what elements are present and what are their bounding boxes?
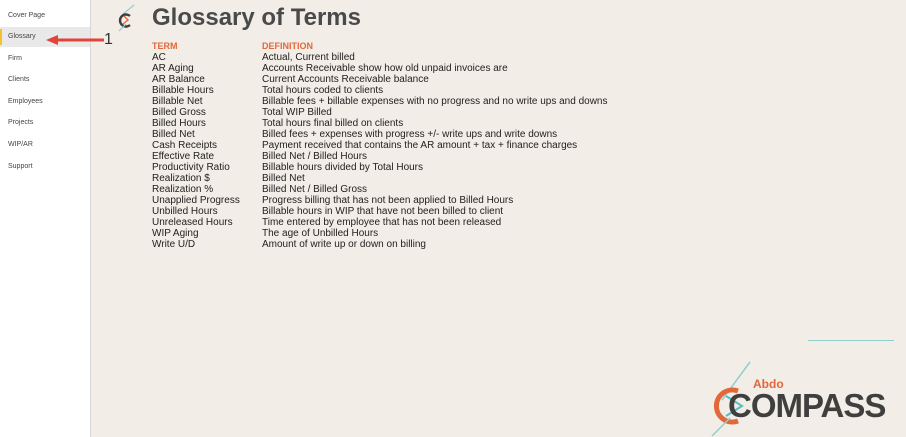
glossary-row bbox=[152, 85, 608, 96]
definition-cell: Current Accounts Receivable balance bbox=[262, 74, 429, 85]
definition-cell: Payment received that contains the AR amount + tax + finance charges bbox=[262, 140, 578, 151]
glossary-row bbox=[152, 195, 608, 206]
sidebar-item-wip-ar[interactable]: WIP/AR bbox=[8, 141, 33, 148]
sidebar-item-clients[interactable]: Clients bbox=[8, 76, 30, 83]
glossary-row bbox=[152, 63, 608, 74]
definition-cell: Billable hours divided by Total Hours bbox=[262, 162, 424, 173]
annotation-number: 1 bbox=[104, 31, 113, 48]
definition-cell: Total hours final billed on clients bbox=[262, 118, 404, 129]
term-cell: Cash Receipts bbox=[152, 140, 218, 151]
glossary-row bbox=[152, 151, 608, 162]
glossary-row bbox=[152, 129, 608, 140]
term-cell: Unreleased Hours bbox=[152, 217, 233, 228]
definition-cell: Billable fees + billable expenses with no progress and no write ups and downs bbox=[262, 96, 608, 107]
brand-small-text: Abdo bbox=[753, 377, 784, 391]
term-cell: Effective Rate bbox=[152, 151, 215, 162]
glossary-row bbox=[152, 140, 608, 151]
sidebar-item-cover-page[interactable]: Cover Page bbox=[8, 12, 45, 19]
sidebar-item-firm[interactable]: Firm bbox=[8, 55, 22, 62]
term-cell: AC bbox=[152, 52, 166, 63]
sidebar-item-employees[interactable]: Employees bbox=[8, 98, 43, 105]
definition-cell: Time entered by employee that has not been released bbox=[262, 217, 502, 228]
term-cell: AR Balance bbox=[152, 74, 205, 85]
definition-cell: Amount of write up or down on billing bbox=[262, 239, 426, 250]
definition-cell: Actual, Current billed bbox=[262, 52, 355, 63]
glossary-row bbox=[152, 239, 608, 250]
glossary-row bbox=[152, 206, 608, 217]
sidebar-item-glossary[interactable]: Glossary bbox=[0, 27, 90, 47]
glossary-row bbox=[152, 96, 608, 107]
brand-logo bbox=[700, 360, 900, 437]
term-cell: WIP Aging bbox=[152, 228, 199, 239]
glossary-row bbox=[152, 162, 608, 173]
glossary-row bbox=[152, 228, 608, 239]
definition-cell: Billed Net / Billed Gross bbox=[262, 184, 368, 195]
glossary-row bbox=[152, 107, 608, 118]
term-cell: Write U/D bbox=[152, 239, 196, 250]
compass-logo-icon bbox=[115, 4, 137, 32]
glossary-row bbox=[152, 217, 608, 228]
definition-cell: Billed Net bbox=[262, 173, 305, 184]
sidebar bbox=[0, 0, 91, 437]
glossary-row bbox=[152, 118, 608, 129]
term-cell: Billed Gross bbox=[152, 107, 206, 118]
page-title: Glossary of Terms bbox=[152, 4, 361, 31]
term-cell: AR Aging bbox=[152, 63, 194, 74]
term-cell: Unbilled Hours bbox=[152, 206, 218, 217]
brand-name: COMPASS bbox=[728, 387, 886, 424]
term-cell: Billed Net bbox=[152, 129, 195, 140]
definition-cell: Total hours coded to clients bbox=[262, 85, 384, 96]
definition-cell: Total WIP Billed bbox=[262, 107, 332, 118]
glossary-row bbox=[152, 184, 608, 195]
annotation-arrow-icon bbox=[46, 35, 106, 45]
term-cell: Realization % bbox=[152, 184, 214, 195]
term-cell: Productivity Ratio bbox=[152, 162, 230, 173]
definition-cell: Progress billing that has not been applied to Billed Hours bbox=[262, 195, 514, 206]
glossary-header-row bbox=[152, 41, 608, 52]
sidebar-item-projects[interactable]: Projects bbox=[8, 119, 34, 126]
glossary-row bbox=[152, 173, 608, 184]
term-column-header: TERM bbox=[152, 41, 178, 51]
definition-cell: The age of Unbilled Hours bbox=[262, 228, 379, 239]
term-cell: Billable Hours bbox=[152, 85, 214, 96]
definition-cell: Billed fees + expenses with progress +/- write ups and write downs bbox=[262, 129, 558, 140]
glossary-row bbox=[152, 52, 608, 63]
decorative-divider bbox=[808, 340, 894, 341]
term-cell: Billed Hours bbox=[152, 118, 206, 129]
glossary-table bbox=[152, 41, 608, 250]
definition-cell: Accounts Receivable show how old unpaid invoices are bbox=[262, 63, 508, 74]
definition-cell: Billable hours in WIP that have not been billed to client bbox=[262, 206, 504, 217]
term-cell: Unapplied Progress bbox=[152, 195, 240, 206]
glossary-row bbox=[152, 74, 608, 85]
definition-column-header: DEFINITION bbox=[262, 41, 313, 51]
sidebar-item-support[interactable]: Support bbox=[8, 163, 33, 170]
term-cell: Billable Net bbox=[152, 96, 203, 107]
term-cell: Realization $ bbox=[152, 173, 210, 184]
definition-cell: Billed Net / Billed Hours bbox=[262, 151, 368, 162]
